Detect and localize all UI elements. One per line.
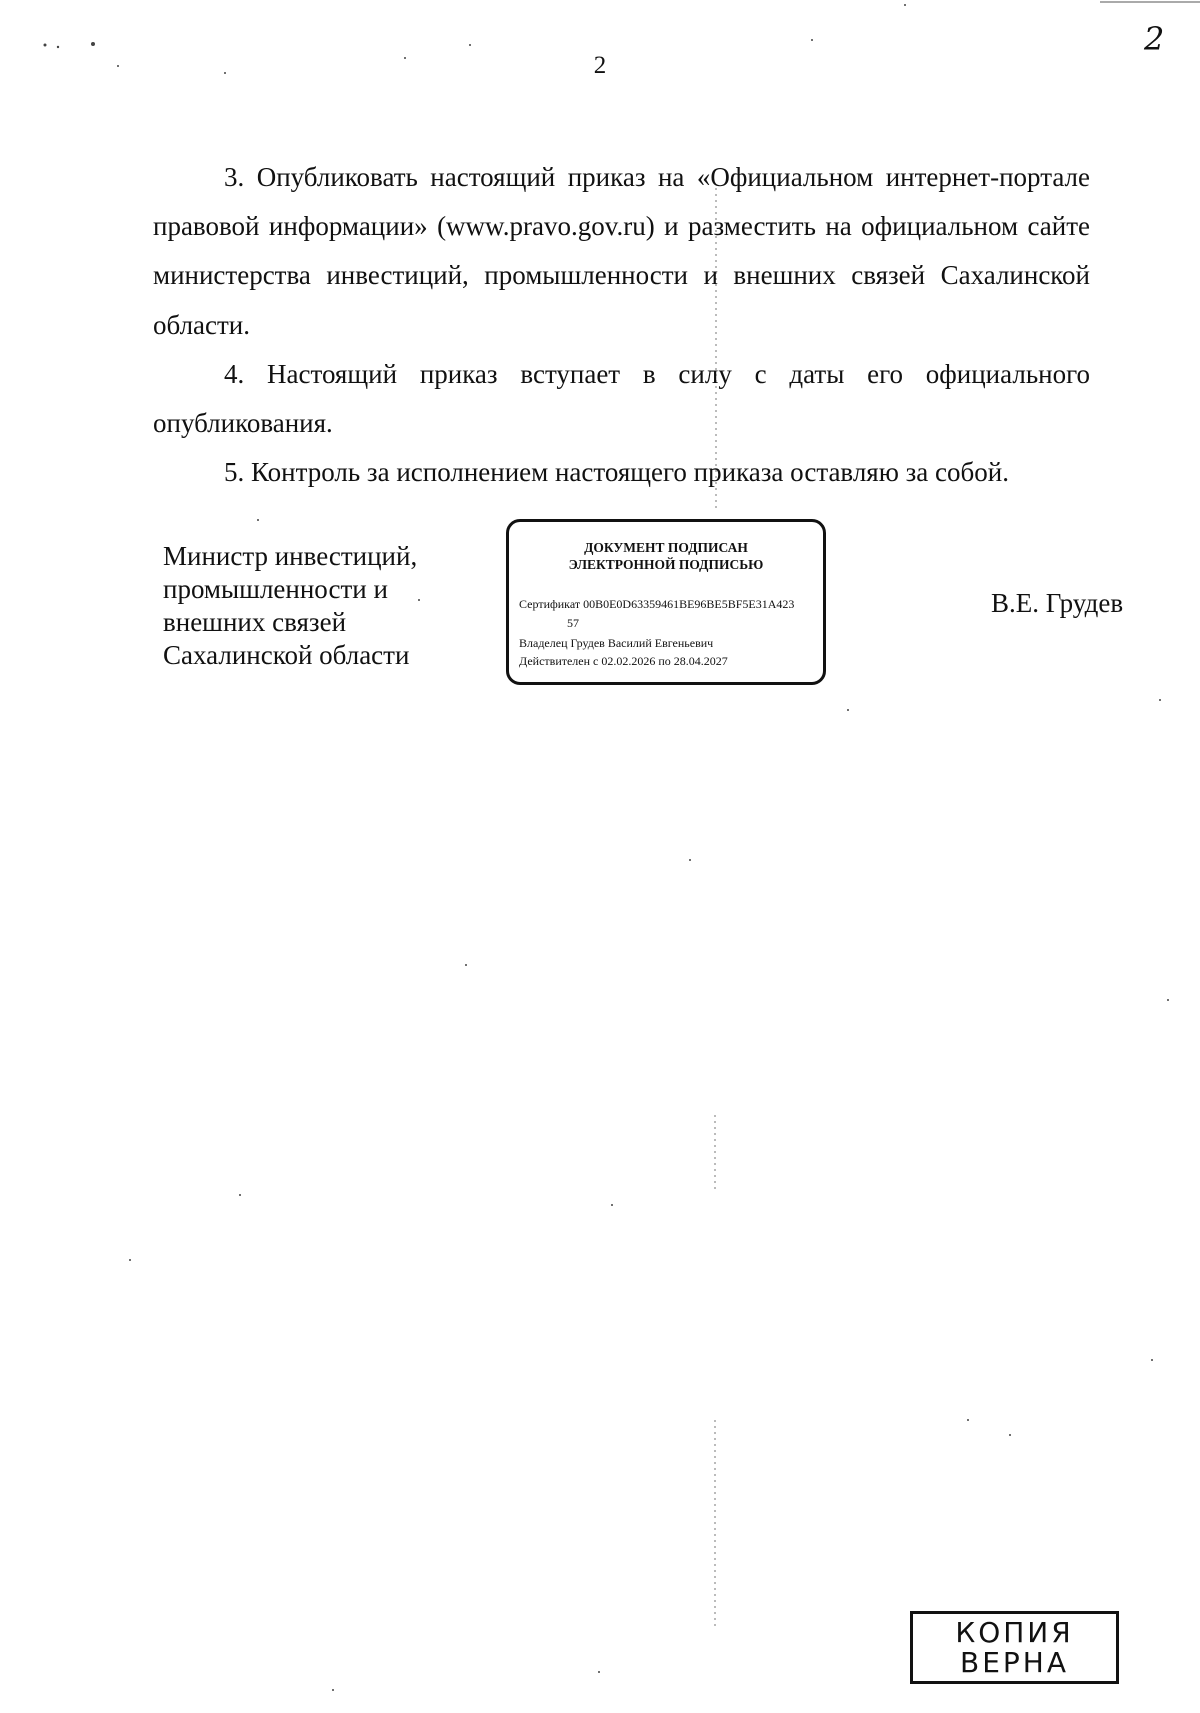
esign-heading-line: ДОКУМЕНТ ПОДПИСАН [584,540,748,555]
signer-position-line: внешних связей [163,607,347,637]
esign-validity: Действителен с 02.02.2026 по 28.04.2027 [519,654,728,668]
signer-name: В.Е. Грудев [991,588,1124,618]
true-copy-stamp [910,1611,1119,1684]
signer-position-line: Министр инвестиций, [163,541,418,571]
electronic-signature-stamp [506,519,826,685]
signer-position-line: промышленности и [163,574,388,604]
order-body [153,153,1090,497]
copy-stamp-line: КОПИЯ [955,1616,1074,1649]
esign-certificate: Сертификат 00B0E0D63359461BE96BE5BF5E31A423 [519,597,795,611]
paragraph-control: 5. Контроль за исполнением настоящего приказа оставляю за собой. [224,457,1009,488]
page-number: 2 [593,52,607,79]
paragraph-publish: 3. Опубликовать настоящий приказ на «Официальном интернет-портале правовой информации» (www.pravo.gov.ru) и разместить на официальном сайте министерства инвестиций, промышленности и внешних связей Сахалинской области. [153,162,1090,340]
signer-position [163,540,417,672]
esign-certificate-cont: 57 [567,616,579,630]
paragraph-effective: 4. Настоящий приказ вступает в силу с даты его официального опубликования. [153,358,1090,439]
esign-heading-line: ЭЛЕКТРОННОЙ ПОДПИСЬЮ [568,557,764,572]
copy-stamp-line: ВЕРНА [960,1646,1069,1679]
handwritten-page-mark: 2 [1144,20,1165,58]
signer-position-line: Сахалинской области [163,640,410,670]
esign-heading [509,539,823,573]
esign-owner: Владелец Грудев Василий Евгеньевич [519,636,714,650]
